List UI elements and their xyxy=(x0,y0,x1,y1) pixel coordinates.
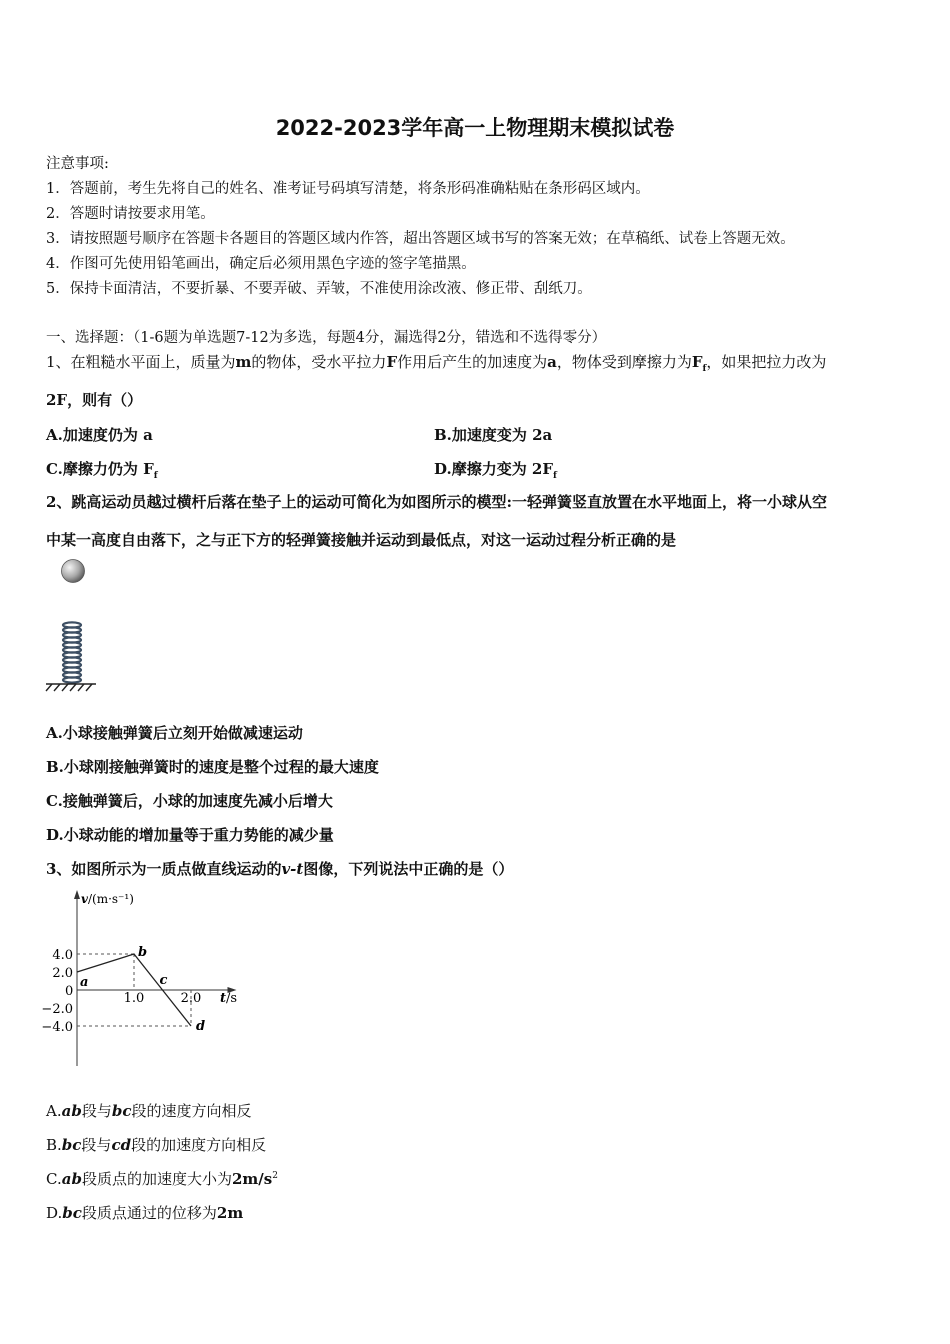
point-label: a xyxy=(80,975,89,990)
q3-stem: 3、如图所示为一质点做直线运动的v-t图像，下列说法中正确的是（） xyxy=(46,860,514,878)
ground-icon xyxy=(46,684,96,691)
origin-label: 0 xyxy=(65,984,74,999)
q3-option-a[interactable]: A.ab段与bc段的速度方向相反 xyxy=(46,1102,252,1120)
q1-stem-line2: 2F，则有（） xyxy=(46,391,143,409)
q2-stem-line1: 2、跳高运动员越过横杆后落在垫子上的运动可简化为如图所示的模型:一轻弹簧竖直放置在水平地面上，将一小球从空 xyxy=(46,493,827,511)
x-tick-label: 1.0 xyxy=(123,991,145,1006)
notice-item: 3．请按照题号顺序在答题卡各题目的答题区域内作答，超出答题区域书写的答案无效；在草稿纸、试卷上答题无效。 xyxy=(46,231,795,247)
spring-icon xyxy=(63,622,81,682)
q3-option-d[interactable]: D.bc段质点通过的位移为2m xyxy=(46,1204,244,1222)
q3-option-b[interactable]: B.bc段与cd段的加速度方向相反 xyxy=(46,1136,267,1154)
q1-option-d[interactable]: D.摩擦力变为 $2F_f$ xyxy=(434,460,557,481)
ball-icon xyxy=(62,560,85,583)
page-title: 2022-2023学年高一上物理期末模拟试卷 xyxy=(275,116,675,140)
section-heading: 一、选择题：（1-6题为单选题7-12为多选，每题4分，漏选得2分，错选和不选得零分） xyxy=(46,330,607,346)
ball-spring-diagram xyxy=(44,554,114,694)
y-tick-label: 2.0 xyxy=(52,966,73,981)
notice-item: 2．答题时请按要求用笔。 xyxy=(46,206,215,222)
q2-option-d[interactable]: D.小球动能的增加量等于重力势能的减少量 xyxy=(46,826,334,844)
notice-item: 4．作图可先使用铅笔画出，确定后必须用黑色字迹的签字笔描黑。 xyxy=(46,256,476,272)
y-axis-arrow xyxy=(74,890,80,899)
point-label: d xyxy=(196,1019,206,1034)
y-axis-label: v/(m·s⁻¹) xyxy=(81,892,134,906)
q3-option-c[interactable]: C.ab段质点的加速度大小为$2m/s^2$ xyxy=(46,1170,278,1188)
q1-option-b[interactable]: B.加速度变为 2a xyxy=(434,426,553,444)
q2-option-c[interactable]: C.接触弹簧后，小球的加速度先减小后增大 xyxy=(46,792,333,810)
point-label: b xyxy=(138,945,148,960)
x-tick-label: 2.0 xyxy=(180,991,202,1006)
notice-item: 5．保持卡面清洁，不要折暴、不要弄破、弄皱，不准使用涂改液、修正带、刮纸刀。 xyxy=(46,281,592,297)
notice-item: 1．答题前，考生先将自己的姓名、准考证号码填写清楚，将条形码准确粘贴在条形码区域内。 xyxy=(46,181,650,197)
y-tick-label: 4.0 xyxy=(52,948,73,963)
q2-stem-line2: 中某一高度自由落下，之与正下方的轻弹簧接触并运动到最低点，对这一运动过程分析正确的是 xyxy=(46,531,677,549)
vt-chart xyxy=(40,884,240,1070)
q1-option-a[interactable]: A.加速度仍为 a xyxy=(46,426,153,444)
q1-stem-line1: 1、在粗糙水平面上，质量为m的物体，受水平拉力F作用后产生的加速度为a，物体受到摩擦力为$F_f$，如果把拉力改为 xyxy=(46,353,827,374)
x-axis-label: t/s xyxy=(220,991,238,1006)
y-tick-label: −4.0 xyxy=(41,1020,73,1035)
notice-heading: 注意事项: xyxy=(46,156,109,172)
y-tick-label: −2.0 xyxy=(41,1002,73,1017)
q2-option-b[interactable]: B.小球刚接触弹簧时的速度是整个过程的最大速度 xyxy=(46,758,379,776)
q2-option-a[interactable]: A.小球接触弹簧后立刻开始做减速运动 xyxy=(46,724,303,742)
q1-option-c[interactable]: C.摩擦力仍为 $F_f$ xyxy=(46,460,158,481)
point-label: c xyxy=(159,973,168,988)
